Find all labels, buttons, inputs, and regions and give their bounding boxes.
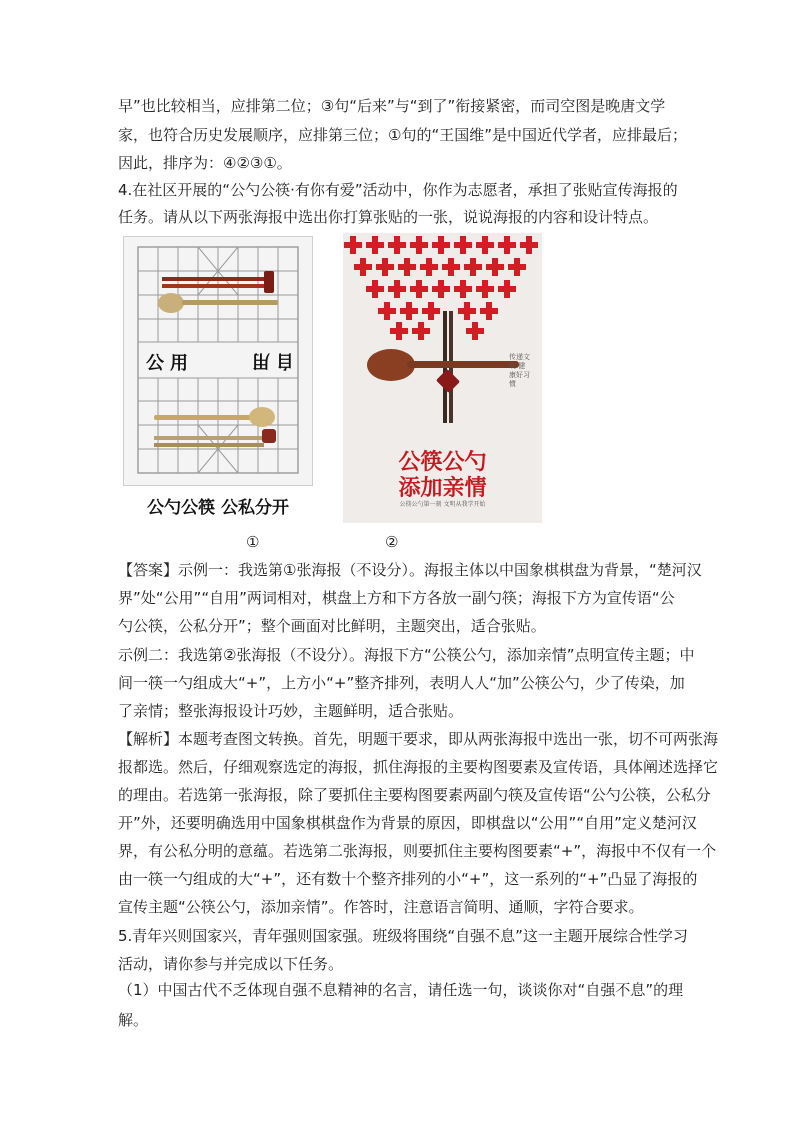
small-plus-icon <box>482 236 488 254</box>
poster-2-title-2: 添加亲情 <box>398 476 487 501</box>
small-plus-icon <box>438 280 444 298</box>
small-plus-icon <box>350 236 356 254</box>
answer-line: （1）中国古代不乏体现自强不息精神的名言，请任选一句，谈谈你对“自强不息”的理 <box>118 981 684 999</box>
answer-line: 5.青年兴则国家兴，青年强则国家强。班级将围绕“自强不息”这一主题开展综合性学习 <box>118 927 688 945</box>
small-plus-icon <box>404 258 410 276</box>
question-4-line: 任务。请从以下两张海报中选出你打算张贴的一张，说说海报的内容和设计特点。 <box>118 208 659 226</box>
answer-line: 由一筷一勺组成的大“+”，还有数十个整齐排列的小“+”，这一系列的“+”凸显了海报的 <box>118 870 698 888</box>
small-plus-icon <box>482 280 488 298</box>
small-plus-icon <box>448 258 454 276</box>
small-plus-icon <box>418 322 424 340</box>
small-plus-icon <box>470 258 476 276</box>
small-plus-icon <box>406 302 412 320</box>
poster-1-label-public: 公用 <box>146 353 194 374</box>
small-plus-icon <box>486 302 492 320</box>
poster-2-vertical-text: 传递文明 健康好习惯 <box>509 353 530 388</box>
poster-2-title-1: 公筷公勺 <box>398 450 487 475</box>
poster-1-caption: 公勺公筷 公私分开 <box>147 498 289 518</box>
poster-1-number: ① <box>246 533 260 551</box>
small-plus-icon <box>438 236 444 254</box>
small-plus-icon <box>416 236 422 254</box>
answer-line: 界，有公私分明的意蕴。若选第二张海报，则要抓住主要构图要素“+”，海报中不仅有一个 <box>118 842 717 860</box>
small-plus-icon <box>384 302 390 320</box>
small-plus-icon <box>504 236 510 254</box>
small-plus-icon <box>416 280 422 298</box>
poster-2-number: ② <box>385 533 399 551</box>
answer-line: 宣传主题“公筷公勺，添加亲情”。作答时，注意语言简明、通顺，字符合要求。 <box>118 898 644 916</box>
small-plus-icon <box>372 236 378 254</box>
text-line: 早”也比较相当，应排第二位；③句“后来”与“到了”衔接紧密，而司空图是晚唐文学 <box>118 97 666 115</box>
small-plus-icon <box>394 280 400 298</box>
text-line: 因此，排序为：④②③①。 <box>118 154 292 172</box>
answer-line: 间一筷一勺组成大“+”，上方小“+”整齐排列，表明人人“加”公筷公勺，少了传染，加 <box>118 674 685 692</box>
text-line: 家，也符合历史发展顺序，应排第三位；①句的“王国维”是中国近代学者，应排最后； <box>118 126 687 144</box>
answer-line: 【解析】本题考查图文转换。首先，明题干要求，即从两张海报中选出一张，切不可两张海 <box>118 730 719 748</box>
answer-line: 报都选。然后，仔细观察选定的海报，抓住海报的主要构图要素及宣传语，具体阐述选择它 <box>118 758 719 776</box>
answer-line: 勺公筷，公私分开”；整个画面对比鲜明，主题突出，适合张贴。 <box>118 617 546 635</box>
small-plus-icon <box>460 236 466 254</box>
answer-line: 了亲情；整张海报设计巧妙，主题鲜明，适合张贴。 <box>118 702 464 720</box>
answer-line: 开”外，还要明确选用中国象棋棋盘作为背景的原因，即棋盘以“公用”“自用”定义楚河汉 <box>118 814 697 832</box>
small-plus-icon <box>394 236 400 254</box>
small-plus-icon <box>372 280 378 298</box>
question-4-line: 4.在社区开展的“公勺公筷·有你有爱”活动中，你作为志愿者，承担了张贴宣传海报的 <box>118 181 678 199</box>
small-plus-icon <box>360 258 366 276</box>
answer-line: 【答案】示例一：我选第①张海报（不设分）。海报主体以中国象棋棋盘为背景，“楚河汉 <box>118 561 702 579</box>
answer-line: 示例二：我选第②张海报（不设分）。海报下方“公筷公勺，添加亲情”点明宣传主题；中 <box>118 646 695 664</box>
small-plus-icon <box>504 280 510 298</box>
poster-2-small-text: 公筷公勺第一刻 文明从我学开始 <box>399 501 486 508</box>
poster-2 <box>343 233 542 523</box>
small-plus-icon <box>526 236 532 254</box>
answer-line: 解。 <box>118 1011 149 1029</box>
small-plus-icon <box>472 322 478 340</box>
answer-line: 的理由。若选第一张海报，除了要抓住主要构图要素两副勺筷及宣传语“公勺公筷，公私分 <box>118 786 711 804</box>
poster-1-label-private: 自用 <box>246 350 294 371</box>
answer-line: 活动，请你参与并完成以下任务。 <box>118 955 344 973</box>
answer-line: 界”处“公用”“自用”两词相对，棋盘上方和下方各放一副勺筷；海报下方为宣传语“公 <box>118 589 675 607</box>
poster-1-chessboard <box>123 236 313 486</box>
small-plus-icon <box>514 258 520 276</box>
small-plus-icon <box>396 322 402 340</box>
small-plus-icon <box>426 258 432 276</box>
small-plus-icon <box>460 280 466 298</box>
small-plus-icon <box>492 258 498 276</box>
small-plus-icon <box>382 258 388 276</box>
small-plus-icon <box>428 302 434 320</box>
small-plus-icon <box>464 302 470 320</box>
